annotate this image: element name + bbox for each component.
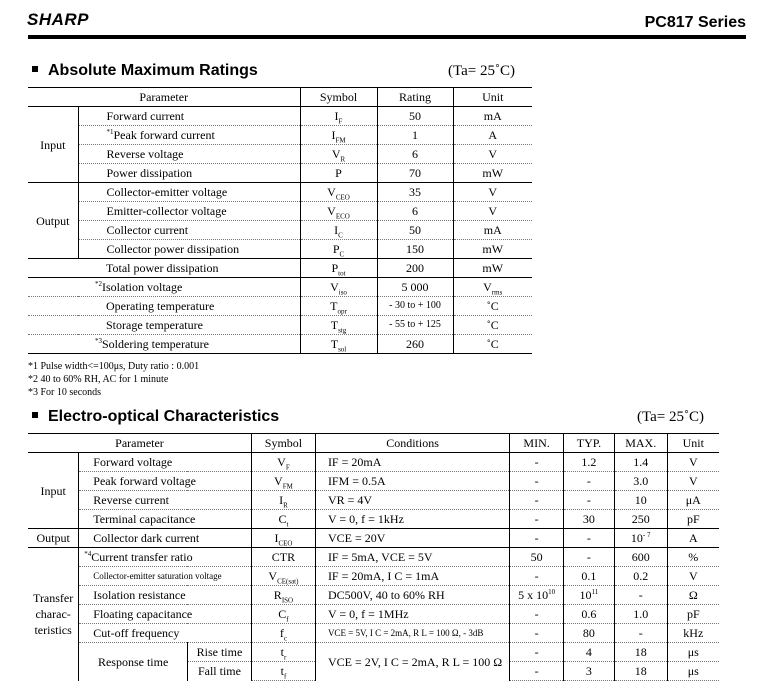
rating-cell: - 30 to + 100 (377, 297, 453, 316)
symbol-cell: $V_{CE(sat)}$ (251, 567, 315, 586)
amr-title: Absolute Maximum Ratings (32, 62, 258, 80)
symbol-cell: $I_F$ (300, 107, 377, 126)
unit-cell: kHz (667, 624, 719, 643)
typ-cell: - (564, 548, 615, 567)
amr-notes (28, 360, 199, 399)
typ-cell: 0.6 (564, 605, 615, 624)
min-cell: - (510, 643, 564, 662)
rating-cell: 150 (377, 240, 453, 259)
amr-table (28, 87, 532, 354)
unit-cell: mW (453, 259, 532, 278)
symbol-cell: $V_{iso}$ (300, 278, 377, 297)
max-cell: $10^{- 7}$ (614, 529, 667, 548)
conditions-cell: IF = 20mA, I C = 1mA (315, 567, 509, 586)
table-row (28, 491, 719, 510)
group-input: Input (28, 453, 79, 529)
note-2: *2 40 to 60% RH, AC for 1 minute (28, 374, 169, 385)
subscript: ECO (335, 212, 350, 221)
typ-cell: 0.1 (564, 567, 615, 586)
superscript: *3 (95, 337, 102, 345)
symbol-cell: $V_{CEO}$ (300, 183, 377, 202)
group-output: Output (28, 529, 79, 548)
brand-logo: SHARP (27, 10, 90, 29)
table-row (28, 316, 532, 335)
param-cell: Rise time (187, 643, 251, 662)
unit-cell: ˚C (453, 335, 532, 354)
param-cell: Emitter-collector voltage (78, 202, 300, 221)
table-row (28, 335, 532, 354)
conditions-cell: VR = 4V (315, 491, 509, 510)
max-cell: 250 (614, 510, 667, 529)
param-cell: Cut-off frequency (79, 624, 252, 643)
unit-cell: ˚C (453, 297, 532, 316)
subscript: CEO (335, 193, 350, 202)
typ-cell: 1.2 (564, 453, 615, 472)
table-row (28, 107, 532, 126)
unit-cell: μA (667, 491, 719, 510)
min-cell: - (510, 662, 564, 681)
table-row (28, 145, 532, 164)
superscript: *4 (84, 550, 92, 558)
unit-cell: μs (667, 643, 719, 662)
min-cell: - (510, 453, 564, 472)
symbol-cell: $T_{opr}$ (300, 297, 377, 316)
subscript: f (286, 615, 289, 624)
max-cell: 0.2 (614, 567, 667, 586)
subscript: iso (338, 288, 347, 297)
superscript: 11 (591, 588, 599, 596)
param-cell: Total power dissipation (28, 259, 300, 278)
bullet-icon (32, 412, 38, 418)
param-cell: Operating temperature (28, 297, 300, 316)
unit-cell: pF (667, 510, 719, 529)
param-cell: Peak forward voltage (79, 472, 252, 491)
table-row (28, 126, 532, 145)
bullet-icon (32, 66, 38, 72)
unit-cell: ˚C (453, 316, 532, 335)
symbol-cell: $R_{ISO}$ (251, 586, 315, 605)
min-cell: - (510, 567, 564, 586)
rating-cell: 70 (377, 164, 453, 183)
subscript: F (285, 463, 290, 472)
typ-cell: 4 (564, 643, 615, 662)
max-cell: 10 (614, 491, 667, 510)
table-row (28, 202, 532, 221)
symbol-cell: $V_F$ (251, 453, 315, 472)
table-row (28, 297, 532, 316)
header-rule (28, 35, 746, 39)
subscript: ISO (281, 596, 294, 605)
conditions-cell: IF = 20mA (315, 453, 509, 472)
subscript: FM (282, 482, 293, 491)
symbol-cell: $V_{FM}$ (251, 472, 315, 491)
max-cell: 18 (614, 662, 667, 681)
typ-cell: - (564, 529, 615, 548)
param-cell: Reverse current (79, 491, 252, 510)
rating-cell: 6 (377, 145, 453, 164)
max-cell: 600 (614, 548, 667, 567)
rating-cell: 6 (377, 202, 453, 221)
param-cell: Floating capacitance (79, 605, 252, 624)
unit-cell: mA (453, 107, 532, 126)
rating-cell: 260 (377, 335, 453, 354)
symbol-cell: P (300, 164, 377, 183)
symbol-cell: $P_{tot}$ (300, 259, 377, 278)
param-cell: Collector-emitter voltage (78, 183, 300, 202)
unit-cell: A (453, 126, 532, 145)
symbol-cell: $T_{sol}$ (300, 335, 377, 354)
subscript: C (338, 231, 343, 240)
table-row (28, 605, 719, 624)
conditions-cell: IFM = 0.5A (315, 472, 509, 491)
unit-cell: V (667, 567, 719, 586)
unit-cell: Ω (667, 586, 719, 605)
param-cell: $^{*1}$Peak forward current (78, 126, 300, 145)
table-row (28, 567, 719, 586)
unit-cell: mW (453, 240, 532, 259)
superscript: 10 (548, 588, 556, 596)
unit-cell: mA (453, 221, 532, 240)
min-cell: - (510, 510, 564, 529)
max-cell: 18 (614, 643, 667, 662)
symbol-cell: $I_C$ (300, 221, 377, 240)
min-cell: - (510, 491, 564, 510)
table-row (28, 586, 719, 605)
subscript: t (286, 520, 289, 529)
param-cell: Forward voltage (79, 453, 252, 472)
group-input: Input (28, 107, 78, 183)
subscript: stg (338, 326, 347, 335)
param-cell: Power dissipation (78, 164, 300, 183)
table-row (28, 221, 532, 240)
param-cell: Collector dark current (79, 529, 252, 548)
table-row (28, 643, 719, 662)
conditions-cell: V = 0, f = 1MHz (315, 605, 509, 624)
unit-cell: A (667, 529, 719, 548)
superscript: *1 (106, 128, 114, 136)
param-cell: Collector current (78, 221, 300, 240)
eoc-table (28, 433, 719, 681)
group-label-line: charac- (35, 607, 71, 622)
unit-cell: V (453, 145, 532, 164)
typ-cell: 30 (564, 510, 615, 529)
subscript: CE(sat) (277, 577, 299, 586)
param-cell: Fall time (187, 662, 251, 681)
eoc-condition: (Ta= 25˚C) (637, 409, 704, 425)
unit-cell: $V_{rms}$ (453, 278, 532, 297)
group-label-line: Transfer (33, 591, 74, 606)
unit-cell: V (453, 183, 532, 202)
param-cell: $^{*3}$Soldering temperature (28, 335, 300, 354)
symbol-cell: $I_{FM}$ (300, 126, 377, 145)
table-row (28, 278, 532, 297)
table-row (28, 259, 532, 278)
table-row (28, 529, 719, 548)
max-cell: 1.4 (614, 453, 667, 472)
superscript: - 7 (642, 531, 651, 539)
typ-cell: 80 (564, 624, 615, 643)
symbol-cell: $t_r$ (251, 643, 315, 662)
symbol-cell: $T_{stg}$ (300, 316, 377, 335)
table-row (28, 240, 532, 259)
symbol-cell: $V_{ECO}$ (300, 202, 377, 221)
eoc-title: Electro-optical Characteristics (32, 408, 279, 426)
symbol-cell: $t_f$ (251, 662, 315, 681)
symbol-cell: $I_R$ (251, 491, 315, 510)
conditions-cell: IF = 5mA, VCE = 5V (315, 548, 509, 567)
table-row (28, 624, 719, 643)
subscript: R (283, 501, 288, 510)
subscript: c (283, 634, 287, 643)
rating-cell: 50 (377, 107, 453, 126)
note-3: *3 For 10 seconds (28, 387, 102, 398)
symbol-cell: $C_t$ (251, 510, 315, 529)
unit-cell: V (667, 453, 719, 472)
max-cell: 1.0 (614, 605, 667, 624)
table-row (28, 183, 532, 202)
unit-cell: V (667, 472, 719, 491)
rating-cell: 50 (377, 221, 453, 240)
min-cell: - (510, 624, 564, 643)
symbol-cell: $V_R$ (300, 145, 377, 164)
subscript: rms (491, 288, 503, 297)
param-cell: $^{*4}$Current transfer ratio (79, 548, 252, 567)
symbol-cell: $f_c$ (251, 624, 315, 643)
min-cell: - (510, 605, 564, 624)
subscript: f (283, 672, 287, 681)
subscript: r (283, 653, 287, 662)
conditions-cell: V = 0, f = 1kHz (315, 510, 509, 529)
table-row (28, 510, 719, 529)
response-time-label: Response time (79, 643, 188, 681)
subscript: CEO (278, 539, 293, 548)
typ-cell: 3 (564, 662, 615, 681)
rating-cell: 35 (377, 183, 453, 202)
note-1: *1 Pulse width<=100μs, Duty ratio : 0.001 (28, 361, 200, 372)
subscript: sol (338, 345, 347, 354)
param-cell: Collector power dissipation (78, 240, 300, 259)
rating-cell: 200 (377, 259, 453, 278)
group-label-line: teristics (34, 623, 72, 638)
subscript: opr (337, 307, 347, 316)
rating-cell: 1 (377, 126, 453, 145)
table-row (28, 472, 719, 491)
param-cell: Isolation resistance (79, 586, 252, 605)
unit-cell: V (453, 202, 532, 221)
min-cell: 50 (510, 548, 564, 567)
symbol-cell: $C_f$ (251, 605, 315, 624)
conditions-cell: VCE = 20V (315, 529, 509, 548)
param-cell: Storage temperature (28, 316, 300, 335)
symbol-cell: CTR (251, 548, 315, 567)
conditions-cell: VCE = 5V, I C = 2mA, R L = 100 Ω, - 3dB (315, 624, 509, 643)
superscript: *2 (95, 280, 102, 288)
unit-cell: mW (453, 164, 532, 183)
conditions-cell: DC500V, 40 to 60% RH (315, 586, 509, 605)
param-cell: Forward current (78, 107, 300, 126)
amr-condition: (Ta= 25˚C) (448, 63, 515, 79)
subscript: FM (335, 136, 346, 145)
subscript: F (338, 117, 343, 126)
min-cell: - (510, 472, 564, 491)
symbol-cell: $I_{CEO}$ (251, 529, 315, 548)
max-cell: 3.0 (614, 472, 667, 491)
conditions-cell: VCE = 2V, I C = 2mA, R L = 100 Ω (315, 643, 509, 681)
max-cell: - (614, 624, 667, 643)
typ-cell: - (564, 472, 615, 491)
typ-cell: - (564, 491, 615, 510)
symbol-cell: $P_C$ (300, 240, 377, 259)
unit-cell: pF (667, 605, 719, 624)
eoc-header-row: Parameter Symbol Conditions MIN. TYP. MAX. Unit (28, 434, 719, 453)
table-row (28, 453, 719, 472)
subscript: R (340, 155, 346, 164)
table-row (28, 164, 532, 183)
param-cell: $^{*2}$Isolation voltage (28, 278, 300, 297)
table-row (28, 548, 719, 567)
series-title: PC817 Series (644, 14, 746, 31)
max-cell: - (614, 586, 667, 605)
min-cell: - (510, 529, 564, 548)
amr-header-row: Parameter Symbol Rating Unit (28, 88, 532, 107)
subscript: C (339, 250, 345, 259)
param-cell: Reverse voltage (78, 145, 300, 164)
param-cell: Collector-emitter saturation voltage (79, 567, 252, 586)
unit-cell: μs (667, 662, 719, 681)
rating-cell: 5 000 (377, 278, 453, 297)
min-cell: 5 x $10^{10}$ (510, 586, 564, 605)
param-cell: Terminal capacitance (79, 510, 252, 529)
subscript: tot (338, 269, 346, 278)
group-transfer (28, 548, 79, 681)
unit-cell: % (667, 548, 719, 567)
rating-cell: - 55 to + 125 (377, 316, 453, 335)
typ-cell: $10^{11}$ (564, 586, 615, 605)
group-output: Output (28, 183, 78, 259)
